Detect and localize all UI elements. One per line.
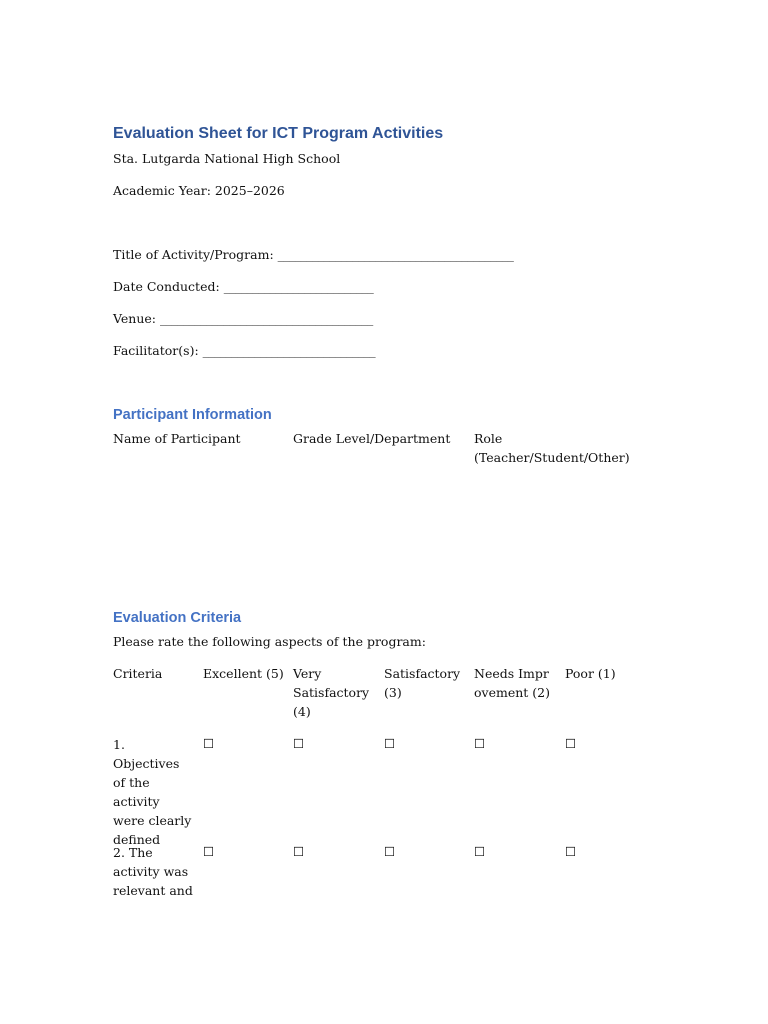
rating-checkbox[interactable]: ☐ bbox=[474, 736, 486, 751]
participant-info-heading: Participant Information bbox=[113, 407, 272, 423]
column-header: Needs Improvement (2) bbox=[474, 666, 550, 700]
criterion-text: 2. The activity was relevant and bbox=[113, 845, 193, 898]
fill-in-blank[interactable]: _____________________________________ bbox=[159, 311, 373, 326]
field-label: Facilitator(s): bbox=[113, 343, 199, 358]
rating-checkbox[interactable]: ☐ bbox=[203, 736, 215, 751]
rating-checkbox[interactable]: ☐ bbox=[293, 844, 305, 859]
column-header: Role (Teacher/Student/Other) bbox=[474, 431, 630, 465]
school-name: Sta. Lutgarda National High School bbox=[113, 151, 341, 166]
rating-checkbox[interactable]: ☐ bbox=[384, 736, 396, 751]
evaluation-instruction: Please rate the following aspects of the program: bbox=[113, 634, 426, 649]
column-header: Excellent (5) bbox=[203, 666, 284, 681]
fill-in-blank[interactable]: _________________________________________ bbox=[277, 247, 514, 262]
field-label: Title of Activity/Program: bbox=[113, 247, 274, 262]
field-date-conducted bbox=[113, 277, 373, 296]
fill-in-blank[interactable]: __________________________ bbox=[223, 279, 374, 294]
field-venue bbox=[113, 309, 373, 328]
rating-checkbox[interactable]: ☐ bbox=[203, 844, 215, 859]
rating-checkbox[interactable]: ☐ bbox=[474, 844, 486, 859]
field-facilitators bbox=[113, 341, 375, 360]
column-header: Poor (1) bbox=[565, 666, 616, 681]
rating-checkbox[interactable]: ☐ bbox=[384, 844, 396, 859]
field-label: Date Conducted: bbox=[113, 279, 220, 294]
column-header: Very Satisfactory (4) bbox=[293, 666, 370, 719]
rating-checkbox[interactable]: ☐ bbox=[293, 736, 305, 751]
rating-checkbox[interactable]: ☐ bbox=[565, 844, 577, 859]
document-title: Evaluation Sheet for ICT Program Activities bbox=[113, 125, 444, 142]
field-title-of-activity bbox=[113, 245, 513, 264]
evaluation-criteria-heading: Evaluation Criteria bbox=[113, 610, 242, 626]
rating-checkbox[interactable]: ☐ bbox=[565, 736, 577, 751]
column-header: Name of Participant bbox=[113, 431, 241, 446]
column-header: Criteria bbox=[113, 666, 163, 681]
academic-year: Academic Year: 2025–2026 bbox=[113, 183, 285, 198]
fill-in-blank[interactable]: ______________________________ bbox=[202, 343, 376, 358]
field-label: Venue: bbox=[113, 311, 156, 326]
column-header: Satisfactory (3) bbox=[384, 666, 461, 700]
column-header: Grade Level/Department bbox=[293, 431, 451, 446]
criterion-text: 1. Objectives of the activity were clearly defined bbox=[113, 737, 192, 847]
